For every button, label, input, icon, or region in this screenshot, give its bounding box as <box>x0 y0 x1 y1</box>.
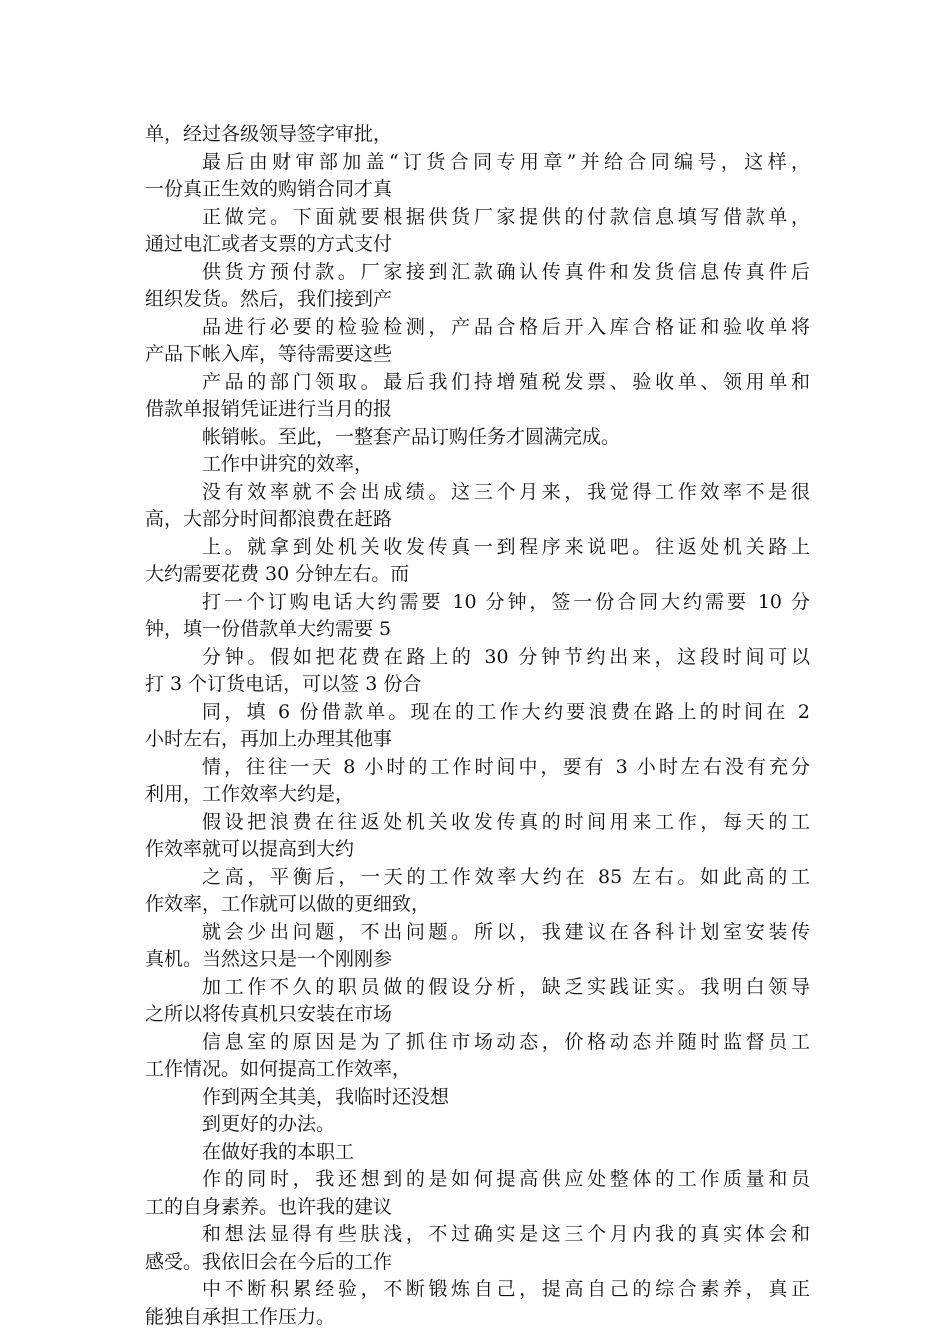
text-line: 打一个订购电话大约需要 10 分钟，签一份合同大约需要 10 分 <box>202 590 810 613</box>
text-line: 大约需要花费 30 分钟左右。而 <box>145 563 410 585</box>
text-line: 作效率，工作就可以做的更细致， <box>145 893 431 915</box>
text-line: 同，填 6 份借款单。现在的工作大约要浪费在路上的时间在 2 <box>202 700 810 723</box>
text-line: 产品下帐入库，等待需要这些 <box>145 343 393 365</box>
text-line: 供货方预付款。厂家接到汇款确认传真件和发货信息传真件后 <box>202 260 810 283</box>
text-line: 能独自承担工作压力。 <box>145 1305 336 1328</box>
text-line: 通过电汇或者支票的方式支付 <box>145 233 393 255</box>
text-line: 正做完。下面就要根据供货厂家提供的付款信息填写借款单， <box>202 205 810 228</box>
text-line: 真机。当然这只是一个刚刚参 <box>145 948 393 970</box>
text-line: 单，经过各级领导签字审批， <box>145 123 393 145</box>
text-line: 利用，工作效率大约是， <box>145 783 355 805</box>
text-line: 小时左右，再加上办理其他事 <box>145 728 393 750</box>
text-line: 高，大部分时间都浪费在赶路 <box>145 508 393 530</box>
text-line: 假设把浪费在往返处机关收发传真的时间用来工作，每天的工 <box>202 810 810 833</box>
text-line: 信息室的原因是为了抓住市场动态，价格动态并随时监督员工 <box>202 1030 810 1053</box>
text-line: 打 3 个订货电话，可以签 3 份合 <box>145 673 422 695</box>
text-line: 一份真正生效的购销合同才真 <box>145 178 393 200</box>
text-line: 作到两全其美，我临时还没想 <box>202 1085 450 1108</box>
text-line: 中不断积累经验，不断锻炼自己，提高自己的综合素养，真正 <box>202 1278 810 1300</box>
text-line: 之所以将传真机只安装在市场 <box>145 1003 393 1025</box>
document-body <box>145 121 810 1331</box>
text-line: 组织发货。然后，我们接到产 <box>145 288 393 310</box>
text-line: 产品的部门领取。最后我们持增殖税发票、验收单、领用单和 <box>202 370 810 393</box>
text-line: 分钟。假如把花费在路上的 30 分钟节约出来，这段时间可以 <box>202 645 810 668</box>
text-line: 在做好我的本职工 <box>202 1140 355 1163</box>
text-line: 借款单报销凭证进行当月的报 <box>145 398 393 420</box>
text-line: 到更好的办法。 <box>202 1113 336 1135</box>
text-line: 作效率就可以提高到大约 <box>145 838 355 860</box>
text-line: 加工作不久的职员做的假设分析，缺乏实践证实。我明白领导 <box>202 975 810 998</box>
text-line: 钟，填一份借款单大约需要 5 <box>145 618 392 640</box>
text-line: 感受。我依旧会在今后的工作 <box>145 1250 393 1273</box>
text-line: 工作情况。如何提高工作效率， <box>145 1058 412 1080</box>
text-line: 作的同时，我还想到的是如何提高供应处整体的工作质量和员 <box>202 1168 810 1190</box>
text-line: 品进行必要的检验检测，产品合格后开入库合格证和验收单将 <box>202 315 810 338</box>
text-line: 上。就拿到处机关收发传真一到程序来说吧。往返处机关路上 <box>202 535 810 558</box>
text-line: 工作中讲究的效率， <box>202 453 374 475</box>
text-line: 和想法显得有些肤浅，不过确实是这三个月内我的真实体会和 <box>202 1223 810 1245</box>
text-line: 就会少出问题，不出问题。所以，我建议在各科计划室安装传 <box>202 920 810 943</box>
text-line: 最后由财审部加盖“订货合同专用章”并给合同编号，这样， <box>202 150 810 173</box>
text-line: 帐销帐。至此，一整套产品订购任务才圆满完成。 <box>202 425 621 448</box>
text-line: 没有效率就不会出成绩。这三个月来，我觉得工作效率不是很 <box>202 480 810 503</box>
text-line: 情，往往一天 8 小时的工作时间中，要有 3 小时左右没有充分 <box>202 755 810 778</box>
text-line: 之高，平衡后，一天的工作效率大约在 85 左右。如此高的工 <box>202 865 810 888</box>
text-line: 工的自身素养。也许我的建议 <box>145 1195 393 1218</box>
